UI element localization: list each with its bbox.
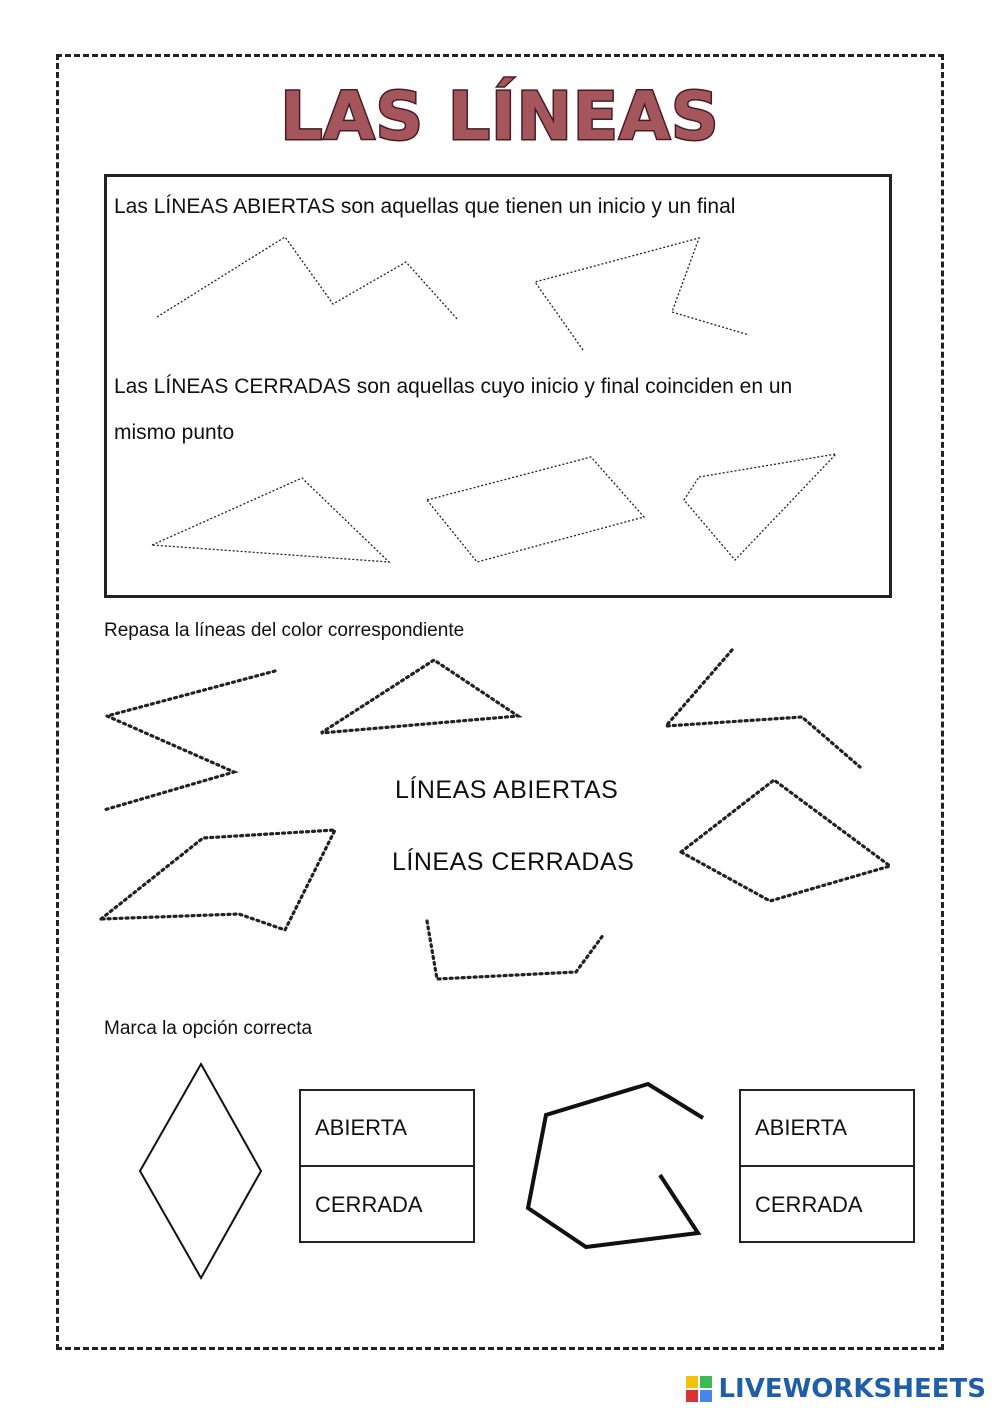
liveworksheets-logo-icon [686, 1376, 712, 1402]
example-closed-quadrilateral [684, 454, 836, 560]
option-cerrada-2[interactable]: CERRADA [755, 1192, 863, 1217]
example-closed-parallelogram [427, 457, 644, 562]
answer-box-2 [739, 1089, 915, 1243]
trace-closed-pentagon[interactable] [101, 830, 335, 930]
example-open-line-2 [535, 238, 749, 350]
trace-open-zigzag[interactable] [104, 671, 275, 810]
definition-open-text: Las LÍNEAS ABIERTAS son aquellas que tienen un inicio y un final [114, 195, 736, 218]
option-abierta-1[interactable]: ABIERTA [301, 1091, 473, 1167]
example-closed-triangle [152, 478, 389, 562]
trace-closed-kite[interactable] [681, 780, 890, 901]
trace-open-cup[interactable] [427, 921, 604, 979]
open-lines-label[interactable]: LÍNEAS ABIERTAS [395, 776, 619, 804]
answer-box-1 [299, 1089, 475, 1243]
option-abierta-2[interactable]: ABIERTA [741, 1091, 913, 1167]
rhombus-shape [140, 1064, 261, 1278]
definition-closed-text: Las LÍNEAS CERRADAS son aquellas cuyo inicio y final coinciden en un [114, 375, 793, 398]
trace-open-hook[interactable] [666, 650, 860, 767]
closed-lines-label[interactable]: LÍNEAS CERRADAS [392, 848, 635, 876]
definition-closed-text-2: mismo punto [114, 421, 235, 444]
liveworksheets-brand [686, 1371, 986, 1407]
option-cerrada-1[interactable]: CERRADA [315, 1192, 423, 1217]
brand-name: LIVEWORKSHEETS [718, 1374, 986, 1404]
exercise2-instruction: Marca la opción correcta [104, 1018, 313, 1039]
open-heptagon-shape [528, 1084, 703, 1247]
exercise1-instruction: Repasa la líneas del color correspondiente [104, 620, 465, 641]
trace-closed-triangle[interactable] [321, 660, 518, 733]
example-open-line-1 [157, 237, 458, 320]
page-title: LAS LÍNEAS [280, 78, 720, 155]
